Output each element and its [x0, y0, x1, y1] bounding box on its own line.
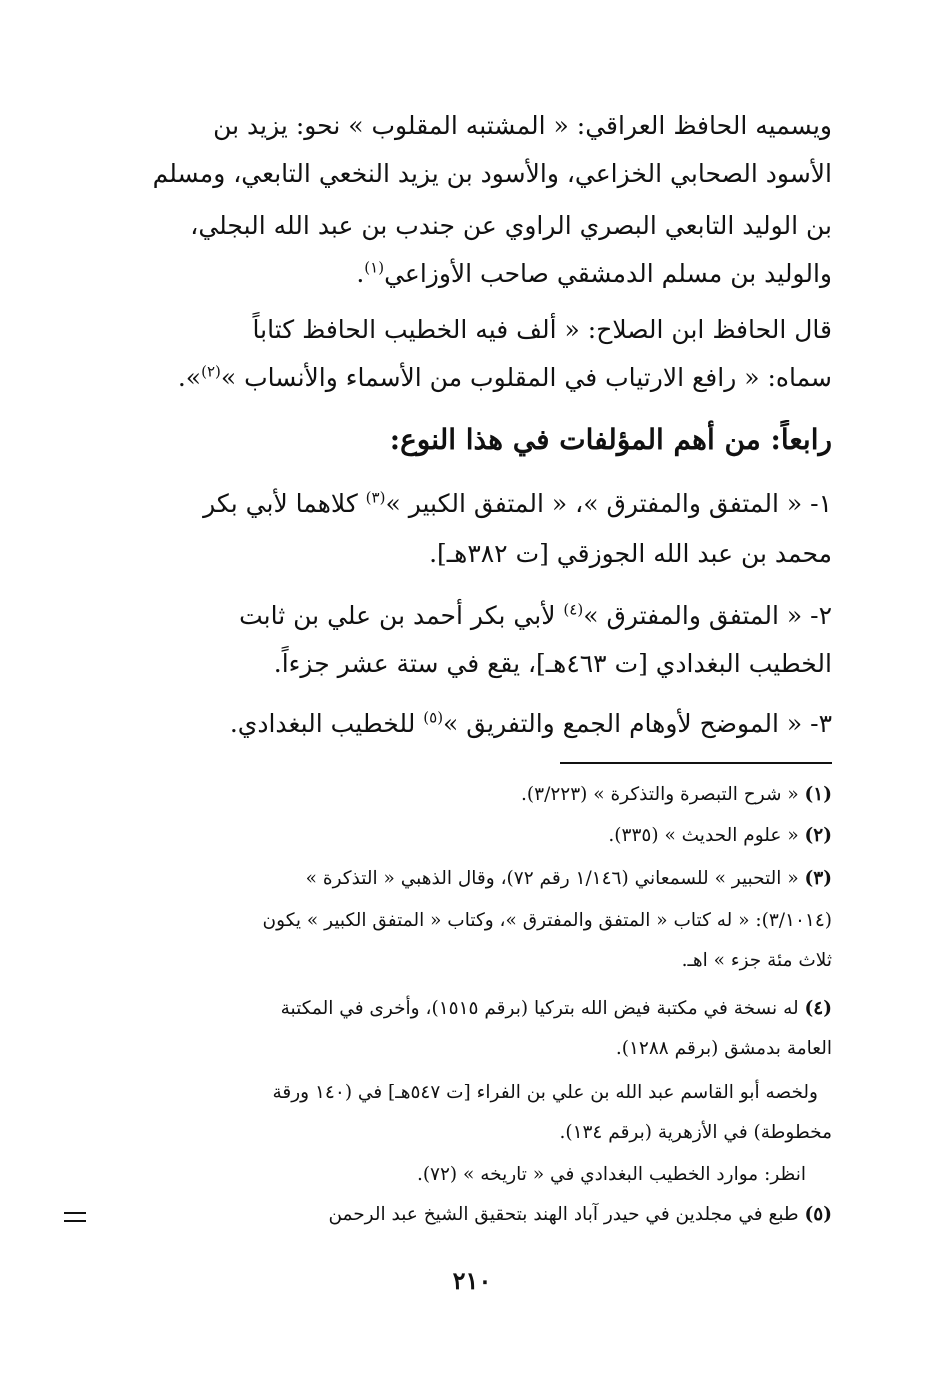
- footnote-1-text: « شرح التبصرة والتذكرة » (٣/٢٢٣).: [521, 784, 805, 805]
- footnote-2: [112, 821, 832, 851]
- paragraph-1-line-4-text: والوليد بن مسلم الدمشقي صاحب الأوزاعي: [384, 259, 832, 288]
- paragraph-1-line-4: [112, 254, 832, 294]
- footnotes: [112, 780, 832, 1250]
- paragraph-1-line-2: الأسود الصحابي الخزاعي، والأسود بن يزيد النخعي التابعي، ومسلم: [152, 159, 832, 188]
- paragraph-1: [112, 106, 832, 288]
- section-heading-text: رابعاً: من أهم المؤلفات في هذا النوع:: [389, 423, 832, 456]
- footnote-3-text-1: « التحبير » للسمعاني (١/١٤٦ رقم ٧٢)، وقال الذهبي « التذكرة »: [305, 868, 805, 889]
- footnote-ref-5[interactable]: (٥): [423, 708, 444, 727]
- footnote-1-number: (١): [804, 784, 832, 805]
- list-item-3-rest: للخطيب البغدادي.: [229, 709, 424, 738]
- list-item-1-line-1: [112, 484, 832, 524]
- footnote-4-line-1: [112, 994, 832, 1024]
- footnote-ref-3[interactable]: (٣): [365, 488, 386, 507]
- list-item-2-title: ٢- « المتفق والمفترق »: [583, 601, 832, 630]
- paragraph-2-line-1: قال الحافظ ابن الصلاح: « ألف فيه الخطيب الحافظ كتاباً: [252, 315, 832, 344]
- footnote-5-number: (٥): [804, 1204, 832, 1225]
- list-item-1-line-2: محمد بن عبد الله الجوزقي [ت ٣٨٢هـ].: [429, 539, 832, 568]
- footnote-2-text: « علوم الحديث » (٣٣٥).: [608, 825, 805, 846]
- footnote-3-line-3: ثلاث مئة جزء » اهـ.: [681, 950, 832, 971]
- footnote-ref-1[interactable]: (١): [364, 258, 385, 277]
- section-heading: [112, 420, 832, 464]
- footnote-4-number: (٤): [804, 998, 832, 1019]
- list-item-2-rest: لأبي بكر أحمد بن علي بن ثابت: [239, 601, 564, 630]
- list-item-3: [112, 704, 832, 748]
- paragraph-1-line-3: بن الوليد التابعي البصري الراوي عن جندب بن عبد الله البجلي،: [190, 211, 832, 240]
- footnote-ref-4[interactable]: (٤): [563, 600, 584, 619]
- paragraph-2-end: ».: [177, 363, 202, 392]
- footnote-4-line-3: ولخصه أبو القاسم عبد الله بن علي بن الفراء [ت ٥٤٧هـ] في (١٤٠ ورقة: [272, 1082, 818, 1103]
- list-item-3-line-1: [112, 704, 832, 744]
- paragraph-1-end: .: [356, 259, 365, 288]
- footnote-4-line-2: العامة بدمشق (برقم ١٢٨٨).: [615, 1038, 832, 1059]
- footnote-4-text-1: له نسخة في مكتبة فيض الله بتركيا (برقم ١٥١٥)، وأخرى في المكتبة: [280, 998, 805, 1019]
- footnote-1: [112, 780, 832, 810]
- list-item-1-title: ١- « المتفق والمفترق »، « المتفق الكبير »: [385, 489, 832, 518]
- list-item-1-rest: كلاهما لأبي بكر: [203, 489, 366, 518]
- footnote-4-line-5: انظر: موارد الخطيب البغدادي في « تاريخه » (٧٢).: [416, 1164, 806, 1185]
- list-item-2-line-2: الخطيب البغدادي [ت ٤٦٣هـ]، يقع في ستة عشر جزءاً.: [273, 649, 832, 678]
- footnote-5-text: طبع في مجلدين في حيدر آباد الهند بتحقيق الشيخ عبد الرحمن: [328, 1204, 805, 1225]
- footnote-4-line-4: مخطوطة) في الأزهرية (برقم ١٣٤).: [559, 1122, 832, 1143]
- paragraph-1-line-1: ويسميه الحافظ العراقي: « المشتبه المقلوب » نحو: يزيد بن: [213, 111, 832, 140]
- paragraph-2-line-2-text: سماه: « رافع الارتياب في المقلوب من الأسماء والأنساب »: [220, 363, 832, 392]
- footnote-divider: [560, 762, 832, 764]
- footnote-3-number: (٣): [804, 868, 832, 889]
- footnote-3-line-1: [112, 864, 832, 894]
- list-item-2-line-1: [112, 596, 832, 636]
- paragraph-2-line-2: [112, 358, 832, 398]
- footnote-5-line-1: [112, 1200, 832, 1230]
- paragraph-2: [112, 310, 832, 400]
- footnote-continuation-mark: [64, 1212, 86, 1222]
- page-number: ٢١٠: [452, 1266, 492, 1295]
- list-item-3-title: ٣- « الموضح لأوهام الجمع والتفريق »: [443, 709, 832, 738]
- list-item-2: [112, 596, 832, 686]
- list-item-1: [112, 484, 832, 574]
- footnote-ref-2[interactable]: (٢): [201, 362, 221, 381]
- footnote-3-line-2: (٣/١٠١٤): « له كتاب « المتفق والمفترق »، وكتاب « المتفق الكبير » يكون: [262, 910, 832, 931]
- footnote-2-number: (٢): [804, 825, 832, 846]
